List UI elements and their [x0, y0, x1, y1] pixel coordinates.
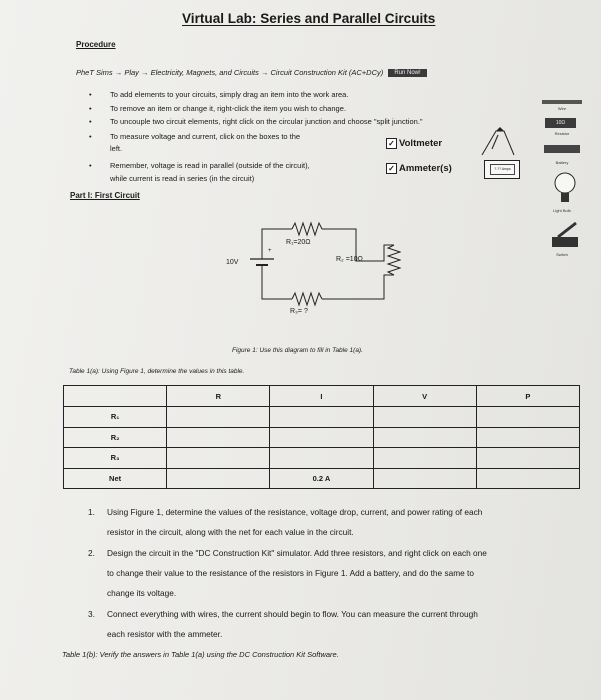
question-number: 2. — [88, 548, 95, 558]
header-cell: P — [476, 386, 579, 407]
table-cell: 0.2 A — [270, 468, 373, 489]
circuit-wiring — [220, 215, 410, 325]
header-cell: V — [373, 386, 476, 407]
table-cell — [270, 427, 373, 448]
simulation-path-text: PheT Sims → Play → Electricity, Magnets, and Circuits → Circuit Construction Kit (AC+DCy) — [76, 68, 384, 77]
table-row — [64, 427, 580, 448]
table-cell — [373, 407, 476, 428]
page-title: Virtual Lab: Series and Parallel Circuits — [182, 10, 436, 26]
row-label: R₁ — [64, 407, 167, 428]
light-bulb-icon[interactable] — [553, 171, 577, 207]
r1-label: R₁=20Ω — [286, 239, 311, 246]
row-label: Net — [64, 468, 167, 489]
switch-label: Switch — [556, 252, 568, 257]
header-cell — [64, 386, 167, 407]
figure-caption: Figure 1: Use this diagram to fill in Table 1(a). — [232, 347, 363, 354]
procedure-heading: Procedure — [76, 40, 116, 49]
wire-tool[interactable] — [542, 100, 582, 104]
header-cell: R — [167, 386, 270, 407]
table-cell — [373, 448, 476, 469]
row-label: R₃ — [64, 448, 167, 469]
table-row — [64, 448, 580, 469]
ammeter-icon — [484, 160, 520, 179]
wire-label: Wire — [557, 106, 567, 111]
resistor-r3-symbol — [292, 293, 322, 305]
r3-label: R₃= ? — [290, 308, 308, 315]
resistor-r1-symbol — [292, 223, 322, 235]
question-2 — [88, 543, 487, 603]
question-3 — [88, 604, 478, 644]
row-label: R₂ — [64, 427, 167, 448]
table-cell — [270, 448, 373, 469]
instruction-item-continued: left. — [110, 144, 123, 153]
battery-tool[interactable] — [544, 145, 580, 153]
table-row — [64, 407, 580, 428]
table-cell — [167, 468, 270, 489]
question-line: change its voltage. — [107, 588, 177, 598]
switch-icon[interactable] — [550, 219, 580, 249]
resistor-label: Resistor — [554, 131, 570, 136]
instruction-item: • To remove an item or change it, right-click the item you wish to change. — [110, 104, 346, 113]
question-line: Design the circuit in the "DC Construction Kit" simulator. Add three resistors, and right click on each one — [107, 548, 487, 558]
table-cell — [476, 468, 579, 489]
circuit-diagram — [220, 215, 410, 330]
question-number: 3. — [88, 609, 95, 619]
battery-voltage-label: 10V — [226, 259, 239, 266]
battery-label: Battery — [555, 160, 569, 165]
battery-plus-label: + — [268, 248, 272, 254]
part1-heading: Part I: First Circuit — [70, 191, 140, 200]
resistor-r2-symbol — [388, 245, 400, 275]
light-bulb-label: Light Bulb — [553, 208, 571, 213]
header-cell: I — [270, 386, 373, 407]
table-cell — [167, 407, 270, 428]
question-line: to change their value to the resistance of the resistors in Figure 1. Add a battery, and do the same to — [107, 568, 474, 578]
values-table — [63, 385, 580, 489]
table-caption: Table 1(a): Using Figure 1, determine the values in this table. — [69, 368, 245, 375]
voltmeter-checkbox[interactable]: ✓ — [386, 138, 397, 149]
table-cell — [167, 427, 270, 448]
run-now-button[interactable]: Run Now! — [388, 69, 426, 77]
table-cell — [270, 407, 373, 428]
instruction-item-continued: while current is read in series (in the circuit) — [110, 174, 255, 183]
instruction-item: • To measure voltage and current, click on the boxes to the — [110, 132, 300, 141]
footer-caption: Table 1(b): Verify the answers in Table 1(a) using the DC Construction Kit Software. — [62, 650, 339, 659]
table-cell — [167, 448, 270, 469]
question-line: each resistor with the ammeter. — [107, 629, 223, 639]
question-line: Using Figure 1, determine the values of the resistance, voltage drop, current, and power rating of each — [107, 507, 483, 517]
table-header-row — [64, 386, 580, 407]
table-cell — [373, 468, 476, 489]
table-cell — [373, 427, 476, 448]
table-row — [64, 468, 580, 489]
component-toolbox — [536, 95, 596, 265]
question-number: 1. — [88, 507, 95, 517]
ammeter-readout: ?.?? Amps — [490, 164, 515, 175]
instruction-item: • Remember, voltage is read in parallel (outside of the circuit), — [110, 161, 310, 170]
table-cell — [476, 427, 579, 448]
voltmeter-label: Voltmeter — [399, 138, 443, 150]
instruction-item: • To add elements to your circuits, simply drag an item into the work area. — [110, 90, 348, 99]
instruction-item: • To uncouple two circuit elements, right click on the circular junction and choose "split junction." — [110, 117, 423, 126]
ammeter-checkbox[interactable]: ✓ — [386, 163, 397, 174]
question-1 — [88, 502, 483, 542]
question-line: Connect everything with wires, the current should begin to flow. You can measure the current through — [107, 609, 478, 619]
table-cell — [476, 407, 579, 428]
resistor-tool[interactable]: 10Ω — [545, 118, 576, 128]
question-line: resistor in the circuit, along with the net for each value in the circuit. — [107, 527, 354, 537]
voltmeter-probe-icon — [478, 125, 518, 157]
ammeter-option[interactable] — [386, 163, 452, 174]
simulation-path — [76, 68, 427, 77]
voltmeter-option[interactable] — [386, 138, 442, 149]
table-cell — [476, 448, 579, 469]
ammeter-label: Ammeter(s) — [399, 163, 452, 175]
r2-label: R₂ =10Ω — [336, 256, 363, 263]
